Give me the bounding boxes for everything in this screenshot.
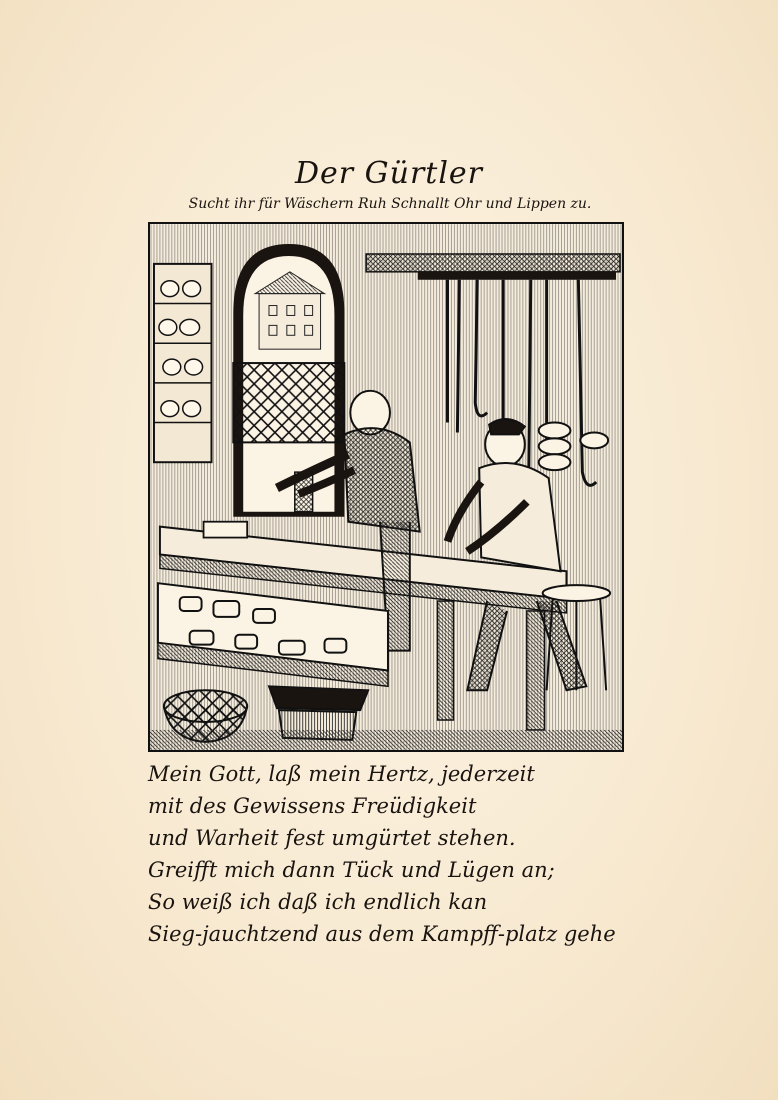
verse-line: mit des Gewissens Freüdigkeit — [148, 794, 477, 818]
verse-line: Mein Gott, laß mein Hertz, jederzeit — [148, 762, 535, 786]
verse-line: Sieg-jauchtzend aus dem Kampff-platz gehe — [148, 922, 616, 946]
engraving-plate — [148, 222, 624, 752]
verse-line: Greifft mich dann Tück und Lügen an; — [148, 858, 555, 882]
verse-line: und Warheit fest umgürtet stehen. — [148, 826, 516, 850]
verse-line: So weiß ich daß ich endlich kan — [148, 890, 488, 914]
print-subtitle: Sucht ihr für Wäschern Ruh Schnallt Ohr und Lippen zu. — [188, 196, 592, 212]
print-title: Der Gürtler — [294, 156, 484, 191]
verse-block — [148, 758, 648, 950]
engraving-illustration — [150, 224, 622, 750]
